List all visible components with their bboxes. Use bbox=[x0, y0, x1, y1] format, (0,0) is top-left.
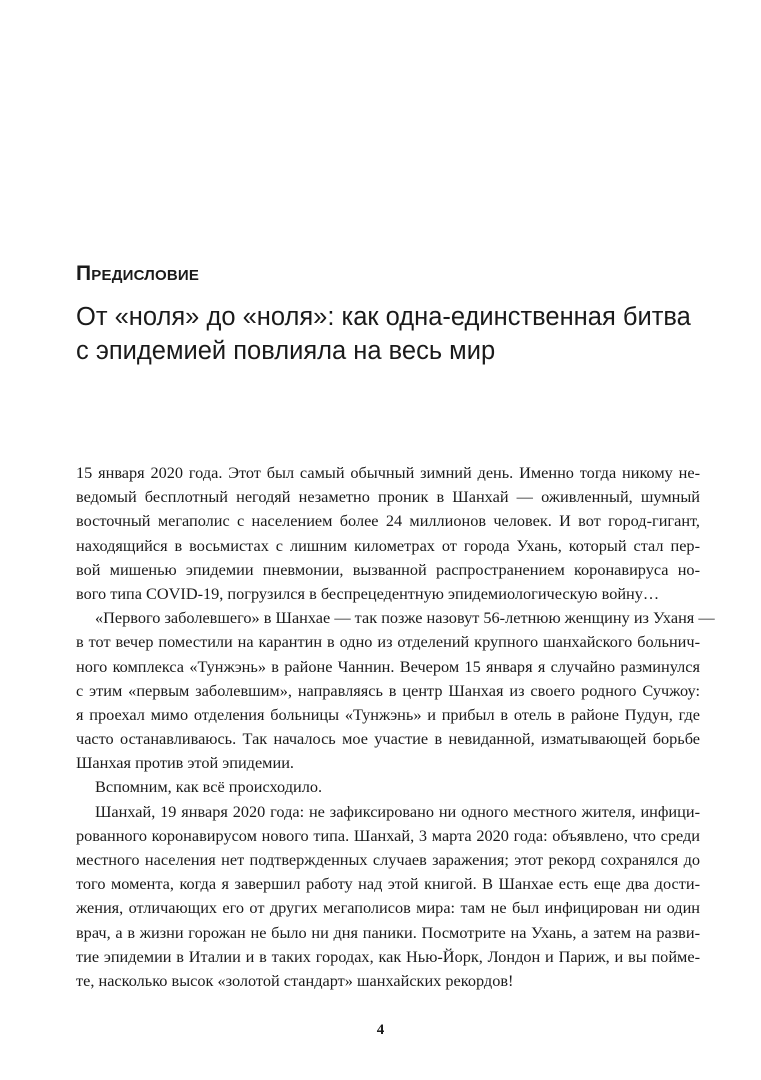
text-line: те, насколько высок «золотой стандарт» шанхайских рекордов! bbox=[76, 970, 514, 990]
text-line: местного населения нет подтвержденных случаев заражения; этот рекорд сохранялся до bbox=[76, 850, 700, 869]
text-line: вого типа COVID-19, погрузился в беспрецедентную эпидемиологическую войну… bbox=[76, 583, 660, 603]
text-line: врач, а в жизни горожан не было ни дня паники. Посмотрите на Ухань, а затем на разви- bbox=[76, 922, 700, 942]
text-line: находящийся в восьмистах с лишним километрах от города Ухань, который стал пер- bbox=[76, 535, 700, 555]
text-line: с этим «первым заболевшим», направляясь в центр Шанхая из своего родного Сучжоу: bbox=[76, 680, 700, 700]
text-line: ведомый бесплотный негодяй незаметно проник в Шанхай — оживленный, шумный bbox=[76, 487, 700, 507]
text-line: рованного коронавирусом нового типа. Шанхай, 3 марта 2020 года: объявлено, что среди bbox=[76, 825, 700, 845]
section-label: Предисловие bbox=[76, 262, 200, 285]
page-number: 4 bbox=[376, 1022, 385, 1038]
text-line: 15 января 2020 года. Этот был самый обычный зимний день. Именно тогда никому не- bbox=[76, 463, 700, 482]
chapter-title-line: От «ноля» до «ноля»: как одна-единственная битва bbox=[76, 303, 691, 331]
text-line: Шанхая против этой эпидемии. bbox=[76, 753, 294, 773]
text-line: «Первого заболевшего» в Шанхае — так позже назовут 56-летнюю женщину из Уханя — bbox=[95, 608, 715, 628]
text-line: вой мишенью эпидемии пневмонии, вызванной распространением коронавируса но- bbox=[76, 559, 700, 579]
text-line: того момента, когда я завершил работу над этой книгой. В Шанхае есть еще два дости- bbox=[76, 874, 700, 894]
text-line: в тот вечер поместили на карантин в одно из отделений крупного шанхайского больнич- bbox=[76, 632, 700, 652]
body-text bbox=[76, 461, 715, 993]
chapter-title-line: с эпидемией повлияла на весь мир bbox=[76, 337, 496, 365]
text-line: жения, отличающих его от других мегаполисов мира: там не был инфицирован ни один bbox=[76, 898, 700, 918]
text-line: восточный мегаполис с населением более 24 миллионов человек. И вот город-гигант, bbox=[76, 511, 700, 531]
text-line: часто останавливаюсь. Так началось мое участие в невиданной, изматывающей борьбе bbox=[76, 729, 700, 749]
text-line: Шанхай, 19 января 2020 года: не зафиксировано ни одного местного жителя, инфици- bbox=[95, 801, 700, 821]
text-line: я проехал мимо отделения больницы «Тунжэнь» и прибыл в отель в районе Пудун, где bbox=[76, 704, 700, 724]
text-line: тие эпидемии в Италии и в таких городах, как Нью-Йорк, Лондон и Париж, и вы пойме- bbox=[76, 946, 700, 966]
text-line: ного комплекса «Тунжэнь» в районе Чаннин. Вечером 15 января я случайно разминулся bbox=[76, 656, 700, 676]
text-line: Вспомним, как всё происходило. bbox=[95, 777, 323, 797]
chapter-title bbox=[76, 300, 696, 368]
